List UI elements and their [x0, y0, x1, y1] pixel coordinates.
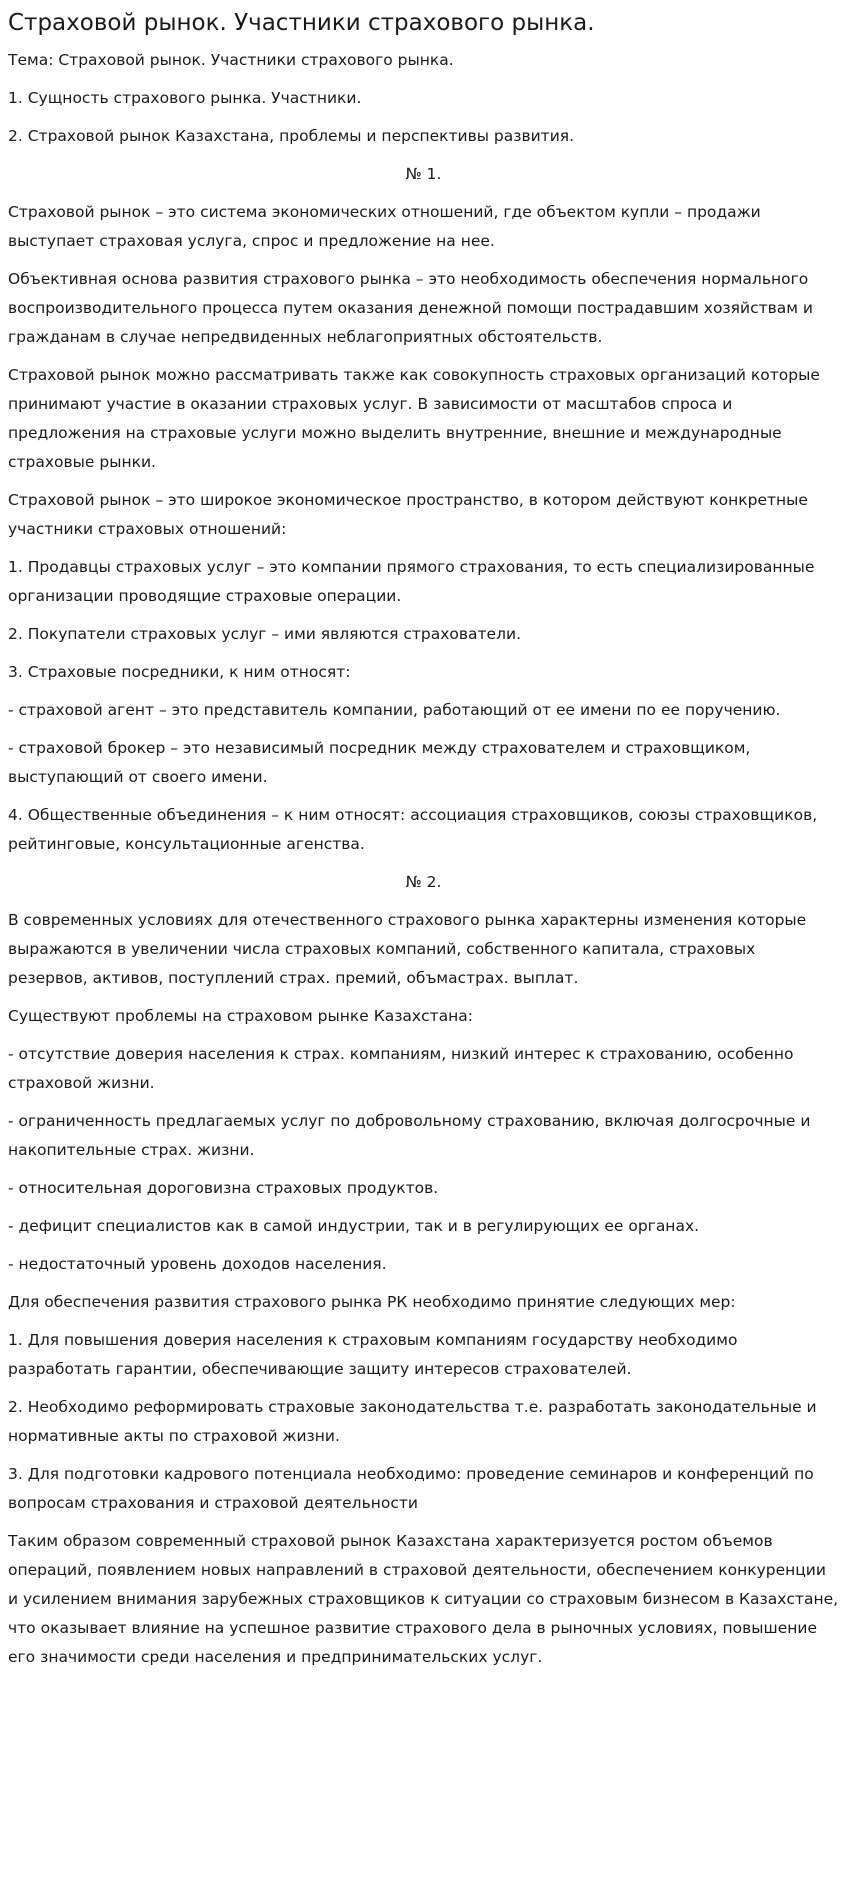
paragraph: - дефицит специалистов как в самой индустрии, так и в регулирующих ее органах. [8, 1217, 700, 1235]
paragraph: - ограниченность предлагаемых услуг по добровольному страхованию, включая долгосрочные и накопительные страх. жизни. [8, 1112, 811, 1159]
paragraph: 3. Для подготовки кадрового потенциала необходимо: проведение семинаров и конференций по вопросам страхования и страховой деятельности [8, 1465, 814, 1512]
paragraph: - страховой агент – это представитель компании, работающий от ее имени по ее поручению. [8, 701, 781, 719]
paragraph: 1. Для повышения доверия населения к страховым компаниям государству необходимо разработать гарантии, обеспечивающие защиту интересов страхователей. [8, 1331, 738, 1378]
paragraph: Объективная основа развития страхового рынка – это необходимость обеспечения нормального воспроизводительного процесса путем оказания денежной помощи пострадавшим хозяйствам и гражданам в случае непредвиденных неблагоприятных обстоятельств. [8, 270, 813, 346]
paragraph: 2. Страховой рынок Казахстана, проблемы и перспективы развития. [8, 127, 575, 145]
paragraph: В современных условиях для отечественного страхового рынка характерны изменения которые выражаются в увеличении числа страховых компаний, собственного капитала, страховых резервов, активов, поступлений страх. премий, объмастрах. выплат. [8, 911, 807, 987]
paragraph: 1. Продавцы страховых услуг – это компании прямого страхования, то есть специализированные организации проводящие страховые операции. [8, 558, 815, 605]
paragraph: 3. Страховые посредники, к ним относят: [8, 663, 351, 681]
section-heading: № 1. [405, 165, 442, 183]
paragraph: Страховой рынок – это широкое экономическое пространство, в котором действуют конкретные участники страховых отношений: [8, 491, 808, 538]
document-body [8, 46, 839, 1672]
paragraph: Страховой рынок – это система экономических отношений, где объектом купли – продажи выступает страховая услуга, спрос и предложение на нее. [8, 203, 761, 250]
paragraph: - недостаточный уровень доходов населения. [8, 1255, 387, 1273]
paragraph: 4. Общественные объединения – к ним относят: ассоциация страховщиков, союзы страховщиков, рейтинговые, консультационные агенства. [8, 806, 818, 853]
paragraph: 1. Сущность страхового рынка. Участники. [8, 89, 362, 107]
paragraph: - относительная дороговизна страховых продуктов. [8, 1179, 439, 1197]
paragraph: - страховой брокер – это независимый посредник между страхователем и страховщиком, выступающий от своего имени. [8, 739, 751, 786]
paragraph: 2. Покупатели страховых услуг – ими являются страхователи. [8, 625, 521, 643]
paragraph: Таким образом современный страховой рынок Казахстана характеризуется ростом объемов операций, появлением новых направлений в страховой деятельности, обеспечением конкуренции и усилением внимания зарубежных страховщиков к ситуации со страховым бизнесом в Казахстане, что оказывает влияние на успешное развитие страхового дела в рыночных условиях, повышение его значимости среди населения и предпринимательских услуг. [8, 1532, 839, 1666]
section-heading: № 2. [405, 873, 442, 891]
paragraph: Страховой рынок можно рассматривать также как совокупность страховых организаций которые принимают участие в оказании страховых услуг. В зависимости от масштабов спроса и предложения на страховые услуги можно выделить внутренние, внешние и международные страховые рынки. [8, 366, 820, 471]
paragraph: Существуют проблемы на страховом рынке Казахстана: [8, 1007, 474, 1025]
paragraph: - отсутствие доверия населения к страх. компаниям, низкий интерес к страхованию, особенно страховой жизни. [8, 1045, 794, 1092]
paragraph: 2. Необходимо реформировать страховые законодательства т.е. разработать законодательные и нормативные акты по страховой жизни. [8, 1398, 817, 1445]
paragraph: Тема: Страховой рынок. Участники страхового рынка. [8, 51, 454, 69]
page-title: Страховой рынок. Участники страхового рынка. [8, 10, 595, 36]
paragraph: Для обеспечения развития страхового рынка РК необходимо принятие следующих мер: [8, 1293, 736, 1311]
